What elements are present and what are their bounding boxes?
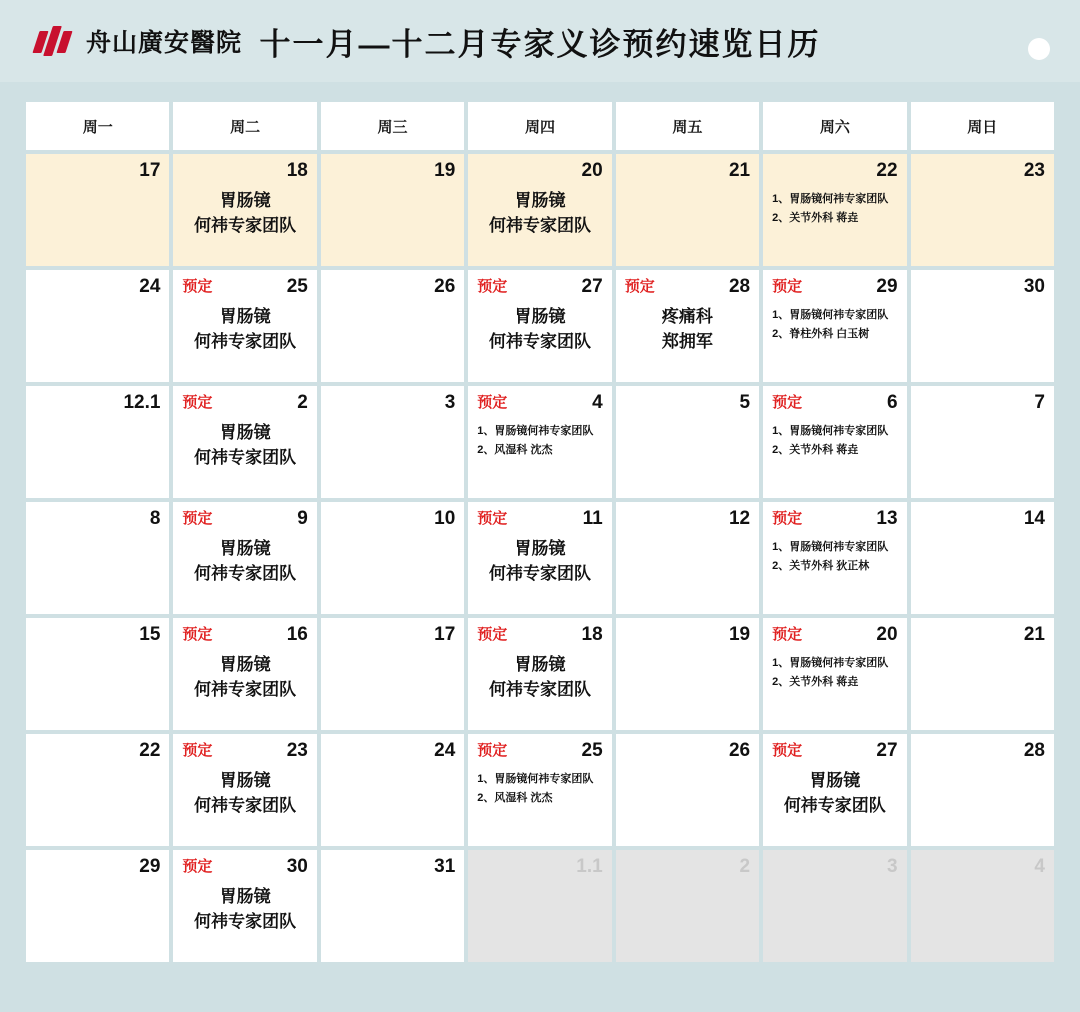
calendar-day-cell[interactable] [26, 502, 169, 614]
calendar-table [22, 98, 1058, 966]
weekday-header-sat: 周六 [763, 102, 906, 150]
clinic-department-item: 2、风湿科 沈杰 [477, 444, 553, 456]
clinic-department-line: 何祎专家团队 [194, 912, 297, 931]
clinic-department-item: 1、胃肠镜何祎专家团队 [772, 541, 889, 553]
calendar-day-cell[interactable] [173, 850, 316, 962]
day-number: 26 [434, 276, 456, 297]
clinic-department-main [182, 536, 307, 586]
clinic-department-item: 2、关节外科 蒋垚 [772, 212, 859, 224]
day-number: 5 [739, 392, 751, 413]
clinic-department-main [182, 652, 307, 702]
calendar-day-cell[interactable] [763, 386, 906, 498]
calendar-day-cell[interactable] [763, 270, 906, 382]
clinic-department-main [182, 884, 307, 934]
clinic-department-line: 郑拥军 [661, 332, 713, 351]
day-number: 28 [1023, 740, 1045, 761]
clinic-department-item: 1、胃肠镜何祎专家团队 [772, 193, 889, 205]
calendar-day-cell[interactable] [763, 618, 906, 730]
day-number: 9 [297, 508, 308, 529]
day-number: 16 [286, 624, 308, 645]
day-number: 24 [434, 740, 456, 761]
calendar-day-cell[interactable] [763, 502, 906, 614]
calendar-day-cell[interactable] [763, 154, 906, 266]
reserved-badge: 预定 [772, 742, 803, 759]
clinic-department-item: 2、风湿科 沈杰 [477, 792, 553, 804]
calendar-week-row [26, 270, 1054, 382]
reserved-badge: 预定 [477, 394, 508, 411]
clinic-department-item: 2、关节外科 蒋垚 [772, 444, 859, 456]
clinic-department-line: 胃肠镜 [219, 539, 271, 558]
calendar-day-cell[interactable] [616, 386, 759, 498]
day-number: 17 [139, 160, 161, 181]
clinic-department-list [477, 770, 602, 808]
clinic-department-list [772, 538, 897, 576]
day-number: 27 [876, 740, 898, 761]
clinic-department-main [182, 188, 307, 238]
day-number: 2 [739, 856, 751, 877]
red-stripes-logo-icon [34, 24, 80, 58]
calendar-day-cell[interactable] [26, 850, 169, 962]
clinic-department-item: 1、胃肠镜何祎专家团队 [477, 773, 594, 785]
day-number: 21 [1023, 624, 1045, 645]
clinic-department-line: 胃肠镜 [514, 655, 566, 674]
reserved-badge: 预定 [624, 278, 655, 295]
day-number: 2 [297, 392, 308, 413]
day-number: 23 [286, 740, 308, 761]
calendar-day-cell[interactable] [321, 154, 464, 266]
day-number: 22 [139, 740, 161, 761]
day-number: 6 [886, 392, 898, 413]
weekday-header-fri: 周五 [616, 102, 759, 150]
hospital-name: 舟山廣安醫院 [86, 30, 243, 57]
clinic-department-main [772, 768, 897, 818]
page-header [0, 0, 1080, 82]
clinic-department-line: 何祎专家团队 [194, 564, 297, 583]
day-number: 25 [286, 276, 308, 297]
calendar-day-cell[interactable] [321, 850, 464, 962]
page-title: 十一月—十二月专家义诊预约速览日历 [259, 26, 821, 62]
clinic-department-line: 何祎专家团队 [488, 680, 591, 699]
day-number: 12 [728, 508, 751, 529]
calendar-day-cell[interactable] [616, 618, 759, 730]
day-number: 25 [581, 740, 603, 761]
weekday-header-mon: 周一 [26, 102, 169, 150]
calendar-day-cell[interactable] [173, 386, 316, 498]
day-number: 31 [434, 856, 456, 877]
clinic-department-line: 胃肠镜 [219, 191, 271, 210]
clinic-department-line: 胃肠镜 [514, 307, 566, 326]
calendar-day-cell[interactable] [911, 618, 1054, 730]
calendar-day-cell[interactable] [321, 734, 464, 846]
calendar-day-cell[interactable] [468, 502, 611, 614]
reserved-badge: 预定 [772, 626, 803, 643]
clinic-department-line: 何祎专家团队 [194, 796, 297, 815]
clinic-department-main [182, 420, 307, 470]
clinic-department-main [182, 304, 307, 354]
calendar-day-cell[interactable] [911, 154, 1054, 266]
day-number: 3 [444, 392, 456, 413]
calendar-day-cell[interactable] [173, 154, 316, 266]
calendar-day-cell[interactable] [26, 734, 169, 846]
day-number: 4 [1034, 856, 1045, 877]
weekday-header-thu: 周四 [468, 102, 611, 150]
hospital-logo [34, 23, 242, 59]
calendar-day-cell[interactable] [26, 618, 169, 730]
reserved-badge: 预定 [182, 394, 213, 411]
clinic-department-line: 胃肠镜 [219, 887, 271, 906]
clinic-department-line: 疼痛科 [661, 307, 713, 326]
clinic-department-main [477, 652, 602, 702]
weekday-header-sun: 周日 [911, 102, 1054, 150]
clinic-department-item: 1、胃肠镜何祎专家团队 [772, 309, 889, 321]
calendar-day-cell[interactable] [321, 502, 464, 614]
clinic-department-line: 何祎专家团队 [783, 796, 886, 815]
calendar-day-cell[interactable] [173, 618, 316, 730]
clinic-department-main [182, 768, 307, 818]
day-number: 29 [139, 856, 161, 877]
day-number: 22 [876, 160, 898, 181]
clinic-department-list [477, 422, 602, 460]
calendar-day-cell [468, 850, 611, 962]
clinic-department-line: 何祎专家团队 [488, 564, 591, 583]
calendar-day-cell[interactable] [763, 734, 906, 846]
calendar-week-row [26, 618, 1054, 730]
day-number: 28 [728, 276, 751, 297]
clinic-department-line: 胃肠镜 [219, 423, 271, 442]
reserved-badge: 预定 [182, 278, 213, 295]
clinic-department-list [772, 190, 897, 228]
calendar-day-cell[interactable] [468, 154, 611, 266]
day-number: 27 [581, 276, 603, 297]
calendar-day-cell[interactable] [173, 270, 316, 382]
day-number: 18 [581, 624, 603, 645]
day-number: 30 [1023, 276, 1045, 297]
day-number: 3 [886, 856, 898, 877]
day-number: 30 [286, 856, 308, 877]
calendar-day-cell[interactable] [173, 734, 316, 846]
day-number: 17 [434, 624, 456, 645]
clinic-department-main [477, 536, 602, 586]
day-number: 12.1 [123, 392, 161, 413]
day-number: 1.1 [576, 856, 603, 877]
calendar-body [26, 154, 1054, 962]
weekday-header-wed: 周三 [321, 102, 464, 150]
calendar-day-cell[interactable] [911, 270, 1054, 382]
calendar-day-cell[interactable] [616, 154, 759, 266]
clinic-department-item: 1、胃肠镜何祎专家团队 [477, 425, 594, 437]
day-number: 15 [139, 624, 161, 645]
day-number: 23 [1023, 160, 1045, 181]
calendar-day-cell[interactable] [321, 618, 464, 730]
reserved-badge: 预定 [182, 858, 213, 875]
day-number: 20 [876, 624, 898, 645]
calendar-day-cell[interactable] [616, 502, 759, 614]
calendar-day-cell[interactable] [616, 734, 759, 846]
calendar-week-row [26, 386, 1054, 498]
day-number: 13 [876, 508, 898, 529]
clinic-department-main [625, 304, 750, 354]
calendar-day-cell[interactable] [26, 386, 169, 498]
calendar-day-cell [763, 850, 906, 962]
reserved-badge: 预定 [772, 278, 803, 295]
weekday-header-tue: 周二 [173, 102, 316, 150]
clinic-department-item: 1、胃肠镜何祎专家团队 [772, 425, 889, 437]
weekday-header-row [26, 102, 1054, 150]
day-number: 14 [1023, 508, 1045, 529]
day-number: 21 [728, 160, 751, 181]
calendar-week-row [26, 850, 1054, 962]
calendar-week-row [26, 154, 1054, 266]
calendar-day-cell[interactable] [616, 270, 759, 382]
calendar-day-cell[interactable] [173, 502, 316, 614]
clinic-department-line: 胃肠镜 [219, 771, 271, 790]
day-number: 7 [1034, 392, 1045, 413]
day-number: 19 [434, 160, 456, 181]
reserved-badge: 预定 [772, 510, 803, 527]
clinic-department-line: 胃肠镜 [514, 191, 566, 210]
calendar-day-cell[interactable] [911, 502, 1054, 614]
day-number: 24 [139, 276, 161, 297]
reserved-badge: 预定 [477, 626, 508, 643]
clinic-department-line: 胃肠镜 [219, 655, 271, 674]
calendar-day-cell [616, 850, 759, 962]
clinic-department-line: 胃肠镜 [219, 307, 271, 326]
clinic-department-item: 2、脊柱外科 白玉树 [772, 328, 870, 340]
day-number: 18 [286, 160, 308, 181]
white-dot-icon [1028, 38, 1050, 60]
reserved-badge: 预定 [477, 742, 508, 759]
reserved-badge: 预定 [477, 278, 508, 295]
calendar-day-cell[interactable] [26, 154, 169, 266]
day-number: 19 [728, 624, 751, 645]
reserved-badge: 预定 [772, 394, 803, 411]
clinic-department-main [477, 304, 602, 354]
calendar-day-cell[interactable] [468, 386, 611, 498]
calendar-day-cell [911, 850, 1054, 962]
day-number: 29 [876, 276, 898, 297]
clinic-department-list [772, 306, 897, 344]
calendar-container [0, 82, 1080, 984]
calendar-week-row [26, 734, 1054, 846]
clinic-department-line: 何祎专家团队 [488, 216, 591, 235]
reserved-badge: 预定 [182, 510, 213, 527]
day-number: 4 [592, 392, 603, 413]
clinic-department-line: 胃肠镜 [809, 771, 861, 790]
day-number: 8 [149, 508, 161, 529]
calendar-week-row [26, 502, 1054, 614]
calendar-day-cell[interactable] [468, 618, 611, 730]
clinic-department-line: 何祎专家团队 [194, 680, 297, 699]
clinic-department-list [772, 654, 897, 692]
clinic-department-line: 何祎专家团队 [194, 332, 297, 351]
reserved-badge: 预定 [182, 626, 213, 643]
clinic-department-main [477, 188, 602, 238]
calendar-day-cell[interactable] [26, 270, 169, 382]
clinic-department-line: 何祎专家团队 [488, 332, 591, 351]
calendar-day-cell[interactable] [911, 386, 1054, 498]
clinic-department-item: 2、关节外科 狄正林 [772, 560, 870, 572]
clinic-department-line: 胃肠镜 [514, 539, 566, 558]
calendar-day-cell[interactable] [911, 734, 1054, 846]
clinic-department-line: 何祎专家团队 [194, 216, 297, 235]
calendar-day-cell[interactable] [321, 270, 464, 382]
day-number: 11 [582, 508, 603, 529]
reserved-badge: 预定 [477, 510, 508, 527]
clinic-department-line: 何祎专家团队 [194, 448, 297, 467]
clinic-department-item: 1、胃肠镜何祎专家团队 [772, 657, 889, 669]
calendar-day-cell[interactable] [468, 270, 611, 382]
day-number: 26 [728, 740, 751, 761]
clinic-department-list [772, 422, 897, 460]
calendar-day-cell[interactable] [468, 734, 611, 846]
day-number: 20 [581, 160, 603, 181]
reserved-badge: 预定 [182, 742, 213, 759]
calendar-day-cell[interactable] [321, 386, 464, 498]
clinic-department-item: 2、关节外科 蒋垚 [772, 676, 859, 688]
day-number: 10 [434, 508, 456, 529]
